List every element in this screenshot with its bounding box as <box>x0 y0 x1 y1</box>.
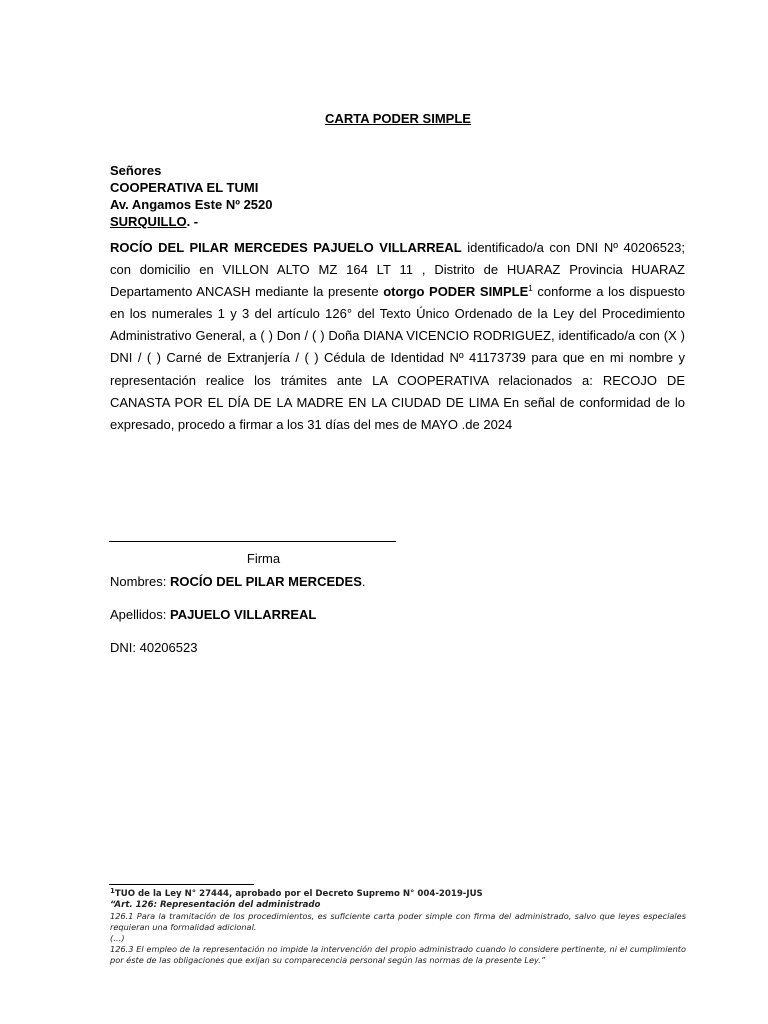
body-text-1: identificado/a con DNI Nº 40206523; con domicilio en VILLON ALTO MZ 164 LT 11 , Distrito de HUARAZ Provincia HUARAZ Departamento ANCASH mediante la presente <box>110 240 685 300</box>
names-suffix: . <box>361 574 366 589</box>
names-label: Nombres: <box>110 574 170 589</box>
body-text-2: conforme a los dispuesto en los numerales 1 y 3 del artículo 126° del Texto Único Ordenado de la Ley del Procedimiento Administrativo General, a ( ) Don / ( ) Doña DIANA VICENCIO RODRIGUEZ, identificado/a con (X ) DNI / ( ) Carné de Extranjería / ( ) Cédula de Identidad Nº 41173739 para que en mi nombre y representación realice los trámites ante LA COOPERATIVA relacionados a: RECOJO DE CANASTA POR EL DÍA DE LA MADRE EN LA CIUDAD DE LIMA En señal de conformidad de lo expresado, procedo a firmar a los 31 días del mes de MAYO .de 2024 <box>110 284 685 432</box>
document-title: CARTA PODER SIMPLE <box>325 111 471 126</box>
footnote-separator <box>109 884 254 885</box>
names-value: ROCÍO DEL PILAR MERCEDES <box>169 574 362 589</box>
footnote-article: “Art. 126: Representación del administrado <box>110 900 321 910</box>
district-name: SURQUILLO <box>110 214 187 229</box>
footnote-heading-text: TUO de la Ley N° 27444, aprobado por el Decreto Supremo N° 004-2019-JUS <box>114 889 483 899</box>
footnote-paragraph-1: 126.1 Para la tramitación de los procedimientos, es suficiente carta poder simple con firma del administrado, salvo que leyes especiales requieran una formalidad adicional. <box>110 911 686 932</box>
dni-field: DNI: 40206523 <box>110 640 198 655</box>
grantor-name: ROCÍO DEL PILAR MERCEDES PAJUELO VILLARREAL <box>110 240 462 255</box>
footnote-ellipsis: (…) <box>110 933 125 943</box>
letter-body <box>110 237 685 436</box>
footnote-block <box>110 889 686 966</box>
surnames-value: PAJUELO VILLARREAL <box>169 607 317 622</box>
signature-line <box>109 541 396 542</box>
signature-label: Firma <box>246 551 281 566</box>
surnames-field <box>110 607 316 622</box>
footnote-paragraph-3: 126.3 El empleo de la representación no impide la intervención del propio administrado cuando lo considere pertinente, ni el cumplimiento por éste de las obligaciones que exijan su comparecencia personal según las normas de la presente Ley.” <box>110 944 686 965</box>
footnote-heading <box>110 889 686 900</box>
district-suffix: . - <box>186 214 199 229</box>
names-field <box>110 574 365 589</box>
addressee-salutation: Señores <box>110 163 162 178</box>
footnote-reference: 1 <box>528 284 533 294</box>
addressee-district <box>110 213 273 230</box>
surnames-label: Apellidos: <box>110 607 170 622</box>
addressee-address: Av. Angamos Este Nº 2520 <box>110 197 273 212</box>
addressee-block <box>110 162 273 230</box>
addressee-organization: COOPERATIVA EL TUMI <box>110 180 259 195</box>
footnote-number: 1 <box>110 887 115 895</box>
grant-phrase: otorgo PODER SIMPLE <box>383 284 529 300</box>
